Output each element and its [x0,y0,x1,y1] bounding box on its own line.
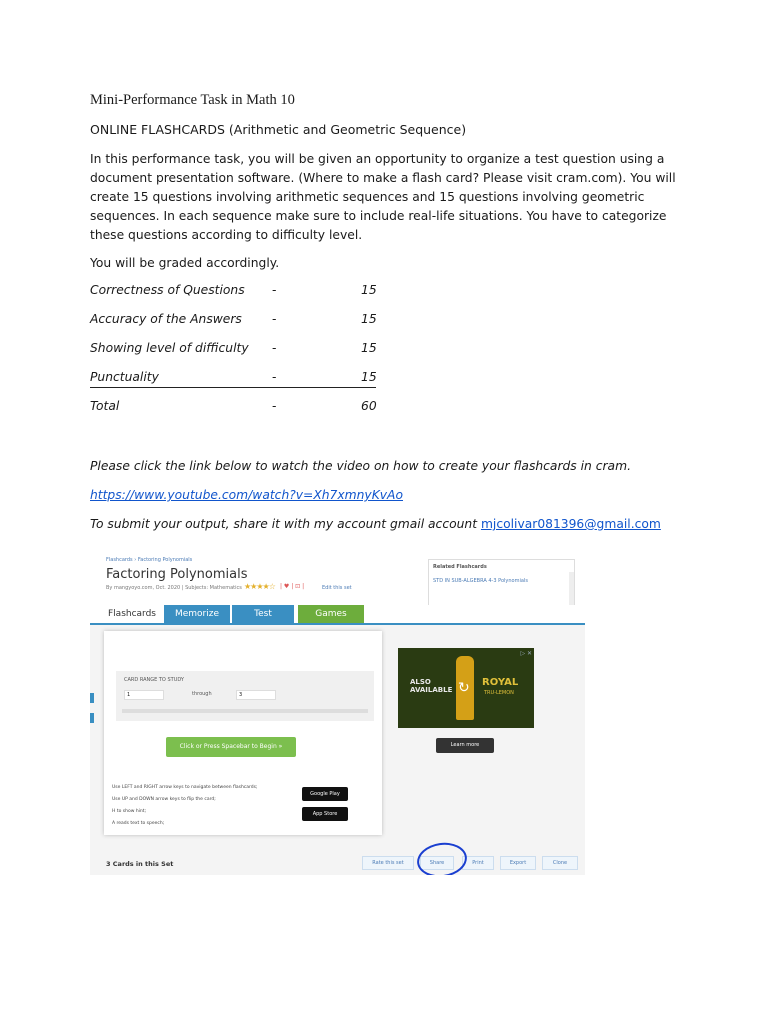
breadcrumb[interactable]: Flashcards › Factoring Polynomials [106,557,193,563]
mode-tabs [90,605,585,625]
grade-label: Showing level of difficulty [90,341,249,355]
range-from-input[interactable]: 1 [124,690,164,700]
grade-points: 15 [361,312,377,326]
grade-label: Punctuality [90,370,159,384]
tab-games[interactable]: Games [298,605,364,623]
email-link[interactable]: mjcolivar081396@gmail.com [480,517,661,531]
ad-close-icon[interactable]: ▷ ✕ [520,650,532,657]
flashcard-set-title: Factoring Polynomials [106,567,248,582]
rate-set-button[interactable]: Rate this set [362,856,414,870]
grade-points: 15 [361,341,377,355]
grade-label: Correctness of Questions [90,283,245,297]
ad-brand-text: ROYAL [482,677,519,688]
cards-count: 3 Cards in this Set [106,860,174,868]
cram-screenshot [90,545,585,875]
card-range [116,671,374,721]
ad-also-text: ALSO AVAILABLE [410,678,453,694]
share-button[interactable]: Share [420,856,454,870]
cram-site: cram.com [556,171,618,185]
tab-memorize[interactable]: Memorize [164,605,230,623]
tab-flashcards[interactable]: Flashcards [108,609,156,619]
range-to-input[interactable]: 3 [236,690,276,700]
submit-instruction [90,517,661,531]
grade-dash: - [272,370,277,384]
replay-icon[interactable]: ↻ [458,680,470,696]
grade-points: 15 [361,283,377,297]
range-slider[interactable] [122,709,368,713]
favorite-icon[interactable]: | ♥ | ⊡ | [280,583,305,590]
grade-row [90,283,390,303]
learn-more-button[interactable]: Learn more [436,738,494,753]
advertisement[interactable] [398,648,534,728]
hint-line: A reads text to speech; [112,821,165,826]
clone-button[interactable]: Clone [542,856,578,870]
grade-dash: - [272,283,277,297]
grade-row [90,312,390,332]
related-item[interactable]: STD IN SUB-ALGEBRA 4-3 Polynomials [433,578,528,584]
ad-sub-text: TRU-LEMON [484,690,514,696]
document-title: Mini-Performance Task in Math 10 [90,92,295,108]
video-link[interactable]: https://www.youtube.com/watch?v=Xh7xmnyKvAo [90,488,403,502]
set-meta: By mangyoyo.com, Oct. 2020 | Subjects: Mathematics [106,585,242,591]
grade-label: Accuracy of the Answers [90,312,242,326]
hint-line: Use LEFT and RIGHT arrow keys to navigate between flashcards; [112,785,258,790]
paragraph-part-1: In this performance task, you will be given an opportunity to organize a test question using a document presentation software. (Where to make a flash card? Please visit [90,152,665,185]
instructions-paragraph [90,150,680,245]
grade-points: 60 [361,399,377,413]
paragraph-part-2: ). You will create 15 questions involving arithmetic sequences and 15 questions involving geometric sequences. In each sequence make sure to include real-life situations. You have to categorize these questions according to difficulty level. [90,171,676,242]
grade-points: 15 [361,370,377,384]
range-label: CARD RANGE TO STUDY [124,677,184,683]
google-play-badge[interactable]: Google Play [302,787,348,801]
study-panel [104,631,382,835]
grade-label: Total [90,399,120,413]
screenshot-header [90,545,585,605]
grade-row [90,341,390,361]
export-button[interactable]: Export [500,856,536,870]
tab-test[interactable]: Test [232,605,294,623]
app-store-badge[interactable]: App Store [302,807,348,821]
rating-stars-icon[interactable]: ★★★★☆ [244,582,275,591]
watch-instruction: Please click the link below to watch the video on how to create your flashcards in cram. [90,459,631,473]
left-edge-marker [90,713,94,723]
related-heading: Related Flashcards [433,564,487,570]
grade-row [90,399,390,419]
submit-text: To submit your output, share it with my account gmail account [90,517,481,531]
print-button[interactable]: Print [462,856,494,870]
left-edge-marker [90,693,94,703]
edit-set-link[interactable]: Edit this set [322,585,352,591]
grade-dash: - [272,341,277,355]
grade-row [90,370,376,388]
hand-drawn-circle-annotation [415,840,469,875]
graded-intro: You will be graded accordingly. [90,256,280,270]
grade-dash: - [272,312,277,326]
begin-button[interactable]: Click or Press Spacebar to Begin » [166,737,296,757]
grade-dash: - [272,399,277,413]
range-through-label: through [192,691,212,697]
document-heading: ONLINE FLASHCARDS (Arithmetic and Geometric Sequence) [90,122,467,137]
hint-line: Use UP and DOWN arrow keys to flip the card; [112,797,216,802]
hint-line: H to show hint; [112,809,147,814]
